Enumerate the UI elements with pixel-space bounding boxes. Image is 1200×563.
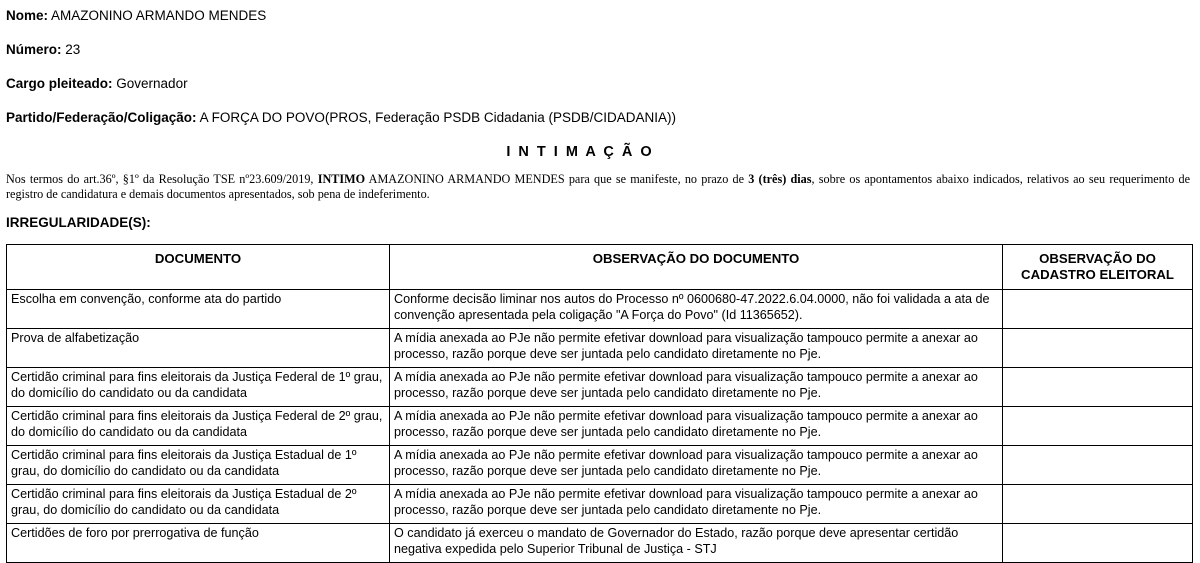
- field-numero-value: 23: [65, 42, 81, 57]
- cell-cadastro: [1003, 329, 1193, 368]
- cell-observacao: Conforme decisão liminar nos autos do Processo nº 0600680-47.2022.6.04.0000, não foi validada a ata de convenção apresentada pela coligação "A Força do Povo" (Id 11365652).: [390, 290, 1003, 329]
- field-nome-value: AMAZONINO ARMANDO MENDES: [51, 8, 267, 23]
- table-row: [7, 290, 1193, 329]
- table-row: [7, 407, 1193, 446]
- cell-cadastro: [1003, 485, 1193, 524]
- table-row: [7, 329, 1193, 368]
- field-nome: [6, 8, 1194, 24]
- intimacao-text-part3: , sobre os apontamentos abaixo indicados, relativos ao seu requerimento de registro de candidatura e demais documentos apresentados, sob pena de indeferimento.: [6, 172, 1191, 201]
- intimacao-text-part1: Nos termos do art.36º, §1º da Resolução TSE nº23.609/2019,: [6, 172, 318, 186]
- column-header-observacao-documento: OBSERVAÇÃO DO DOCUMENTO: [390, 245, 1003, 290]
- cell-documento: Certidão criminal para fins eleitorais da Justiça Federal de 1º grau, do domicílio do candidato ou da candidata: [7, 368, 390, 407]
- intimacao-bold-prazo: 3 (três) dias: [748, 172, 812, 186]
- cell-cadastro: [1003, 446, 1193, 485]
- field-numero-label: Número:: [6, 42, 62, 57]
- field-partido: [6, 110, 1194, 126]
- field-cargo-value: Governador: [116, 76, 188, 91]
- cell-cadastro: [1003, 290, 1193, 329]
- intimacao-paragraph: [6, 172, 1190, 201]
- column-header-documento: DOCUMENTO: [7, 245, 390, 290]
- field-partido-value: A FORÇA DO POVO(PROS, Federação PSDB Cidadania (PSDB/CIDADANIA)): [199, 110, 676, 125]
- field-cargo: [6, 76, 1194, 92]
- cell-observacao: A mídia anexada ao PJe não permite efetivar download para visualização tampouco permite a anexar ao processo, razão porque deve ser juntada pelo candidato diretamente no Pje.: [390, 485, 1003, 524]
- cell-documento: Escolha em convenção, conforme ata do partido: [7, 290, 390, 329]
- table-row: [7, 485, 1193, 524]
- cell-observacao: O candidato já exerceu o mandato de Governador do Estado, razão porque deve apresentar certidão negativa expedida pelo Superior Tribunal de Justiça - STJ: [390, 524, 1003, 563]
- intimacao-bold-intimo: INTIMO: [317, 172, 366, 186]
- cell-observacao: A mídia anexada ao PJe não permite efetivar download para visualização tampouco permite a anexar ao processo, razão porque deve ser juntada pelo candidato diretamente no Pje.: [390, 368, 1003, 407]
- cell-observacao: A mídia anexada ao PJe não permite efetivar download para visualização tampouco permite a anexar ao processo, razão porque deve ser juntada pelo candidato diretamente no Pje.: [390, 329, 1003, 368]
- page-title: I N T I M A Ç Ã O: [506, 144, 654, 160]
- table-header-row: [7, 245, 1193, 290]
- irregularidades-table: [6, 244, 1193, 563]
- field-cargo-label: Cargo pleiteado:: [6, 76, 113, 91]
- field-numero: [6, 42, 1194, 58]
- cell-observacao: A mídia anexada ao PJe não permite efetivar download para visualização tampouco permite a anexar ao processo, razão porque deve ser juntada pelo candidato diretamente no Pje.: [390, 446, 1003, 485]
- cell-observacao: A mídia anexada ao PJe não permite efetivar download para visualização tampouco permite a anexar ao processo, razão porque deve ser juntada pelo candidato diretamente no Pje.: [390, 407, 1003, 446]
- cell-cadastro: [1003, 407, 1193, 446]
- cell-cadastro: [1003, 368, 1193, 407]
- column-header-observacao-cadastro: OBSERVAÇÃO DO CADASTRO ELEITORAL: [1003, 245, 1193, 290]
- cell-documento: Certidão criminal para fins eleitorais da Justiça Federal de 2º grau, do domicílio do candidato ou da candidata: [7, 407, 390, 446]
- table-row: [7, 524, 1193, 563]
- table-row: [7, 368, 1193, 407]
- cell-documento: Prova de alfabetização: [7, 329, 390, 368]
- intimacao-text-part2: AMAZONINO ARMANDO MENDES para que se manifeste, no prazo de: [365, 172, 749, 186]
- cell-documento: Certidão criminal para fins eleitorais da Justiça Estadual de 1º grau, do domicílio do candidato ou da candidata: [7, 446, 390, 485]
- field-partido-label: Partido/Federação/Coligação:: [6, 110, 197, 125]
- table-row: [7, 446, 1193, 485]
- cell-documento: Certidão criminal para fins eleitorais da Justiça Estadual de 2º grau, do domicílio do candidato ou da candidata: [7, 485, 390, 524]
- cell-documento: Certidões de foro por prerrogativa de função: [7, 524, 390, 563]
- irregularidades-heading: IRREGULARIDADE(S):: [6, 215, 151, 230]
- field-nome-label: Nome:: [6, 8, 49, 23]
- cell-cadastro: [1003, 524, 1193, 563]
